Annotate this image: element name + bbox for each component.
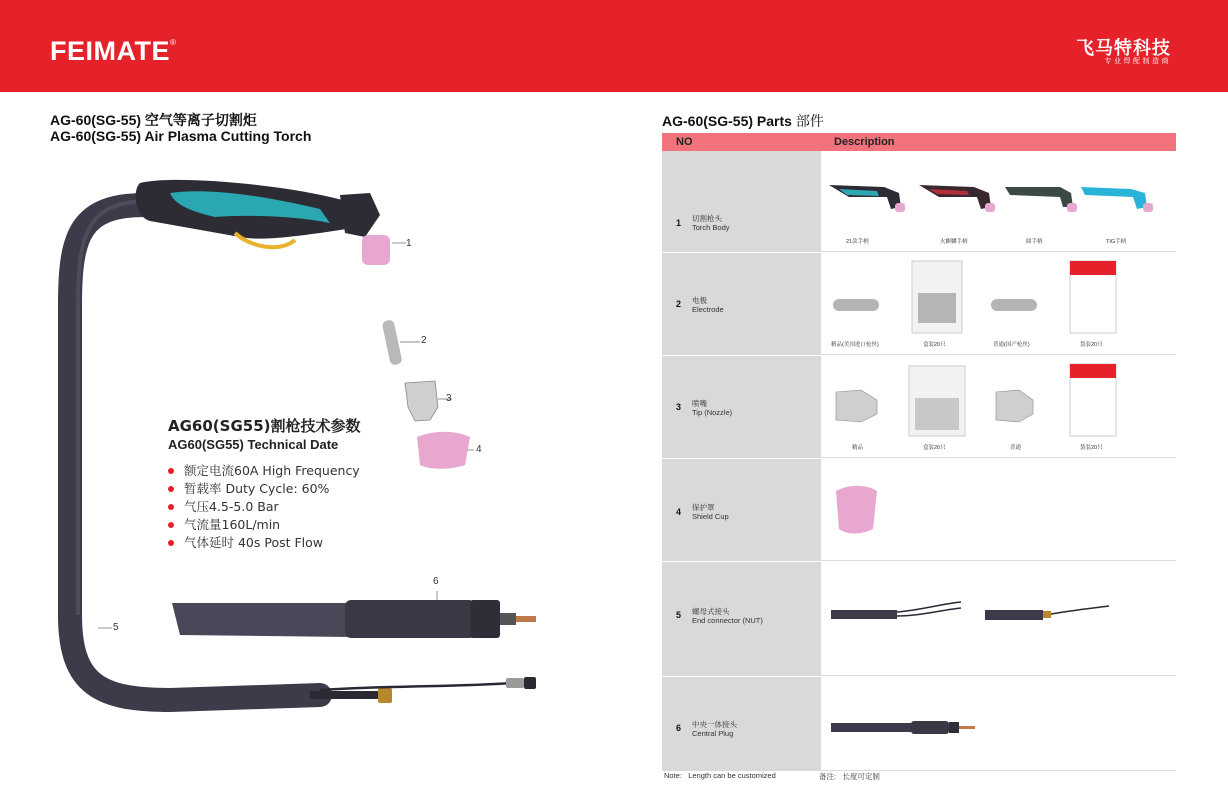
callout-2: 2 [421, 335, 427, 346]
technical-spec [168, 415, 361, 552]
caption: 圆手柄 [1026, 239, 1043, 245]
caption: 普通(国产枪丝) [993, 342, 1030, 348]
shield-cup-icon [417, 432, 470, 469]
table-row: 6 中央一体接头 Central Plug [662, 677, 1176, 772]
nozzle-icon [405, 381, 438, 421]
electrode-icon [991, 299, 1037, 311]
table-header [662, 133, 1176, 151]
parts-table [662, 133, 1176, 772]
spec-title-en: AG60(SG55) Technical Date [168, 437, 339, 452]
callout-5: 5 [113, 622, 119, 633]
caption: 普通 [1010, 445, 1022, 451]
caption: 精品(美国进口枪丝) [831, 342, 879, 348]
callout-3: 3 [446, 393, 452, 404]
end-connector-icon [831, 610, 897, 619]
end-connector-images [821, 562, 1176, 677]
nozzle-icon [836, 390, 877, 422]
pilot-connector-icon [506, 678, 524, 688]
table-row: 4 保护罩 Shield Cup [662, 459, 1176, 562]
electrode-icon [382, 319, 403, 366]
caption: 盒装20只 [923, 445, 946, 451]
central-plug-icon [172, 603, 350, 637]
spec-list [168, 462, 361, 552]
feimate-logo: FEIMATE® [50, 36, 177, 66]
spec-item: 暂载率 Duty Cycle: 60% [168, 480, 361, 498]
caption: 袋装20只 [1080, 445, 1103, 451]
spec-item: 气流量160L/min [168, 516, 361, 534]
nozzle-icon [996, 390, 1033, 422]
central-plug-icon [831, 723, 911, 732]
caption: 袋装20只 [1080, 342, 1103, 348]
end-connector-icon [985, 610, 1043, 620]
brand-tagline: 专业焊配制造商 [1104, 57, 1171, 65]
header-description: Description [834, 136, 895, 148]
caption: 21款手柄 [846, 239, 869, 245]
shield-cup-icon [836, 486, 877, 534]
central-plug-images [821, 677, 1176, 772]
table-row: 3 喷嘴 Tip (Nozzle) 精品 盒装20只 普通 袋装20只 [662, 356, 1176, 459]
caption: 火麒麟手柄 [940, 239, 968, 245]
ceramic-cup-icon [362, 235, 390, 265]
brand-name-cn: 飞马特科技 [1076, 38, 1171, 59]
spec-item: 气压4.5-5.0 Bar [168, 498, 361, 516]
spec-item: 额定电流60A High Frequency [168, 462, 361, 480]
callout-1: 1 [406, 238, 412, 249]
header-banner [0, 0, 1228, 92]
callout-4: 4 [476, 444, 482, 455]
caption: 盒装20只 [923, 342, 946, 348]
table-row: 5 螺母式接头 End connector (NUT) [662, 562, 1176, 677]
nozzle-images [821, 356, 1176, 459]
table-row: 1 切割枪头 Torch Body 21款手柄 火麒麟手柄 圆手柄 TIG手柄 [662, 151, 1176, 253]
torch-title [50, 112, 311, 144]
callout-6: 6 [433, 576, 439, 587]
caption: 精品 [852, 445, 864, 451]
header-no: NO [676, 136, 693, 148]
parts-title: AG-60(SG-55) Parts 部件 [662, 113, 824, 129]
electrode-icon [833, 299, 879, 311]
caption: TIG手柄 [1106, 239, 1127, 245]
spec-title-cn: AG60(SG55)割枪技术参数 [168, 417, 361, 435]
gas-fitting-icon [378, 688, 392, 703]
note-en: Note: Length can be customized [664, 771, 776, 780]
table-row: 2 电极 Electrode 精品(美国进口枪丝) 盒装20只 普通(国产枪丝) 袋装20只 [662, 253, 1176, 356]
spec-item: 气体延时 40s Post Flow [168, 534, 361, 552]
shield-cup-images [821, 459, 1176, 562]
torch-title-en: AG-60(SG-55) Air Plasma Cutting Torch [50, 128, 312, 144]
note-cn: 备注: 长度可定制 [819, 772, 880, 781]
torch-title-cn: AG-60(SG-55) 空气等离子切割炬 [50, 112, 257, 128]
